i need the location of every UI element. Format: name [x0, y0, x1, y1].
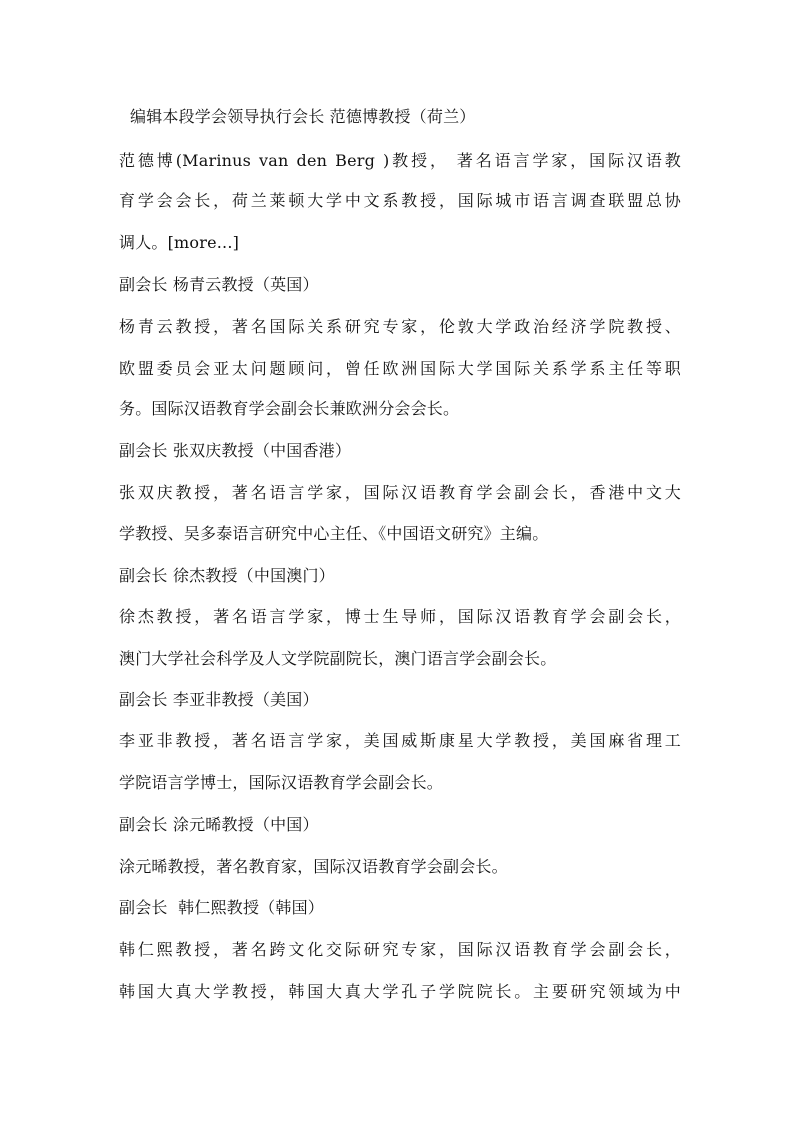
section-heading: 副会长 韩仁熙教授（韩国） — [119, 898, 324, 917]
body-line: 务。国际汉语教育学会副会长兼欧洲分会会长。 — [119, 399, 460, 418]
body-line-more: 调人。[more...] — [119, 233, 240, 252]
body-line: 澳门大学社会科学及人文学院副院长，澳门语言学会副会长。 — [119, 649, 557, 668]
body-line: 育学会会长，荷兰莱顿大学中文系教授，国际城市语言调查联盟总协 — [119, 191, 681, 210]
section-heading: 副会长 李亚非教授（美国） — [119, 690, 319, 709]
body-line: 韩国大真大学教授，韩国大真大学孔子学院院长。主要研究领域为中 — [119, 982, 681, 1001]
intro-heading: 编辑本段学会领导执行会长 范德博教授（荷兰） — [130, 107, 476, 126]
body-line: 韩仁熙教授，著名跨文化交际研究专家，国际汉语教育学会副会长， — [119, 940, 681, 959]
body-line: 李亚非教授，著名语言学家，美国威斯康星大学教授，美国麻省理工 — [119, 731, 681, 750]
body-line: 杨青云教授，著名国际关系研究专家，伦敦大学政治经济学院教授、 — [119, 317, 681, 336]
body-line: 张双庆教授，著名语言学家，国际汉语教育学会副会长，香港中文大 — [119, 483, 681, 502]
body-line: 徐杰教授，著名语言学家，博士生导师，国际汉语教育学会副会长， — [119, 607, 681, 626]
body-line: 范德博(Marinus van den Berg )教授， 著名语言学家，国际汉语教 — [119, 151, 681, 170]
section-heading: 副会长 张双庆教授（中国香港） — [119, 441, 352, 460]
section-heading: 副会长 涂元晞教授（中国） — [119, 815, 319, 834]
body-line: 学教授、吴多泰语言研究中心主任、《中国语文研究》主编。 — [119, 524, 549, 543]
body-line: 欧盟委员会亚太问题顾问，曾任欧洲国际大学国际关系学系主任等职 — [119, 359, 681, 378]
section-heading: 副会长 杨青云教授（英国） — [119, 275, 319, 294]
section-heading: 副会长 徐杰教授（中国澳门） — [119, 566, 335, 585]
body-line: 涂元晞教授，著名教育家，国际汉语教育学会副会长。 — [119, 857, 508, 876]
body-line: 学院语言学博士，国际汉语教育学会副会长。 — [119, 773, 444, 792]
